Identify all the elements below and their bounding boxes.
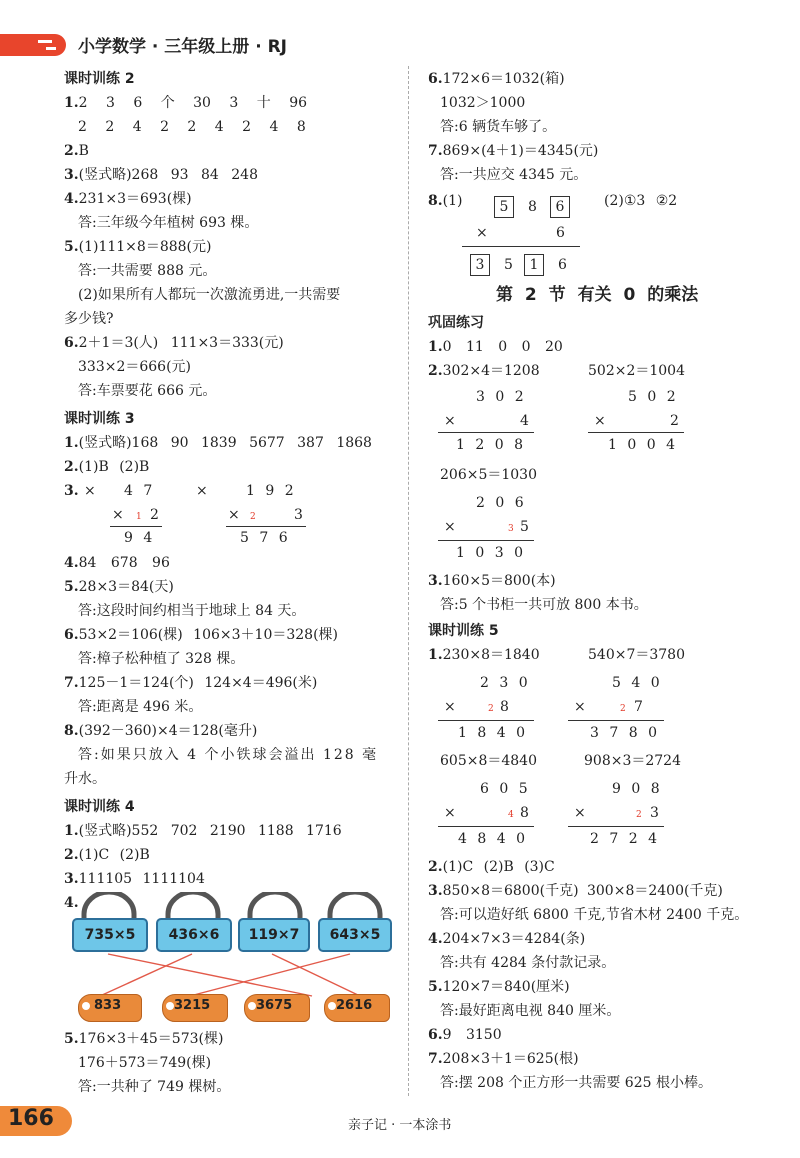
calc-times-sign: × [444, 519, 456, 535]
calc-times-sign: × [574, 699, 586, 715]
answer-line: 3.160×5＝800(本) [428, 573, 556, 589]
answer-line: 5.120×7＝840(厘米) [428, 979, 570, 995]
lock-label: 119×7 [238, 918, 310, 952]
answer-line: (2)①3 ②2 [604, 193, 678, 209]
answer-line: 3.(竖式略)268 93 84 248 [64, 167, 258, 183]
calc-result: 4 8 4 0 [458, 831, 525, 847]
key-1 [78, 994, 140, 1020]
answer-line: 2.302×4＝1208 [428, 363, 540, 379]
calc-line [438, 432, 534, 433]
key-label: 3675 [256, 998, 293, 1013]
answer-line: 答:最好距离电视 840 厘米。 [440, 1003, 621, 1019]
calc-result: 2 7 2 4 [590, 831, 657, 847]
calc-carry: 2 [620, 704, 626, 714]
calc-times-sign: × [228, 507, 240, 523]
answer-line: 3. [64, 483, 79, 499]
answer-line: 答:三年级今年植树 693 棵。 [78, 215, 259, 231]
answer-line: 2.(1)C (2)B [64, 847, 150, 863]
calc-multiplicand: 6 0 5 [480, 781, 528, 797]
answer-line: 4.204×7×3＝4284(条) [428, 931, 586, 947]
section-title: 课时训练 3 [64, 411, 135, 427]
key-3 [244, 994, 308, 1020]
answer-line: 605×8＝4840 [440, 753, 537, 769]
calc-line [438, 826, 534, 827]
answer-line: 2.(1)B (2)B [64, 459, 150, 475]
answer-line: 多少钱? [64, 311, 114, 327]
key-4 [324, 994, 388, 1020]
answer-line: 6.2＋1＝3(人) 111×3＝333(元) [64, 335, 284, 351]
answer-line: 答:如果只放入 4 个小铁球会溢出 128 毫 [78, 747, 379, 763]
section-title: 巩固练习 [428, 315, 484, 331]
calc-times-sign: × [594, 413, 606, 429]
wrong-mark: × [84, 483, 96, 499]
calc-carry: 2 [250, 512, 256, 522]
lock-3 [238, 892, 312, 970]
calc-line [568, 826, 664, 827]
lock-1 [72, 892, 146, 970]
calc-multiplier: 5 [520, 519, 529, 535]
calc-result: 3 7 8 0 [590, 725, 657, 741]
calc-result: 5 7 6 [240, 530, 288, 546]
section-title: 课时训练 5 [428, 623, 499, 639]
calc-multiplier: 7 [634, 699, 643, 715]
answer-line: 答:共有 4284 条付款记录。 [440, 955, 616, 971]
answer-line: 333×2＝666(元) [78, 359, 192, 375]
answer-line: 7.869×(4＋1)＝4345(元) [428, 143, 599, 159]
section-title: 课时训练 2 [64, 71, 135, 87]
answer-line: 4. [64, 895, 79, 911]
answer-line: 答:6 辆货车够了。 [440, 119, 557, 135]
calc-times-sign: × [574, 805, 586, 821]
answer-line: 1032＞1000 [440, 95, 526, 111]
header-accent-bar [0, 34, 66, 56]
column-divider [408, 66, 409, 1096]
calc-multiplicand: 5 0 2 [628, 389, 676, 405]
footer-brand: 亲子记 · 一本涂书 [348, 1118, 452, 1133]
calc-line [438, 720, 534, 721]
answer-line: 答:一共需要 888 元。 [78, 263, 217, 279]
section-heading: 第 2 节 有关 0 的乘法 [496, 285, 699, 305]
header-title: 小学数学 · 三年级上册 · RJ [78, 37, 288, 57]
answer-line: (2)如果所有人都玩一次激流勇进,一共需要 [78, 287, 341, 303]
header-accent-dash [46, 47, 56, 50]
answer-line: 5.(1)111×8＝888(元) [64, 239, 212, 255]
lock-label: 436×6 [156, 918, 232, 952]
calc-multiplier: 6 [556, 225, 565, 241]
answer-line: 2.B [64, 143, 89, 159]
page-number: 166 [8, 1106, 54, 1131]
calc-times-sign: × [112, 507, 124, 523]
calc-multiplicand: 2 3 0 [480, 675, 528, 691]
answer-line: 答:可以造好纸 6800 千克,节省木材 2400 千克。 [440, 907, 749, 923]
calc-multiplier: 3 [650, 805, 659, 821]
answer-line: 1.(竖式略)168 90 1839 5677 387 1868 [64, 435, 372, 451]
calc-multiplier: 2 [150, 507, 159, 523]
lock-label: 643×5 [318, 918, 392, 952]
answer-line: 答:摆 208 个正方形一共需要 625 根小棒。 [440, 1075, 712, 1091]
section-title: 课时训练 4 [64, 799, 135, 815]
answer-line: 8.(1) [428, 193, 463, 209]
answer-box: 5 [494, 196, 514, 218]
calc-multiplier: 8 [520, 805, 529, 821]
calc-multiplicand: 5 4 0 [612, 675, 660, 691]
answer-line: 答:一共种了 749 棵树。 [78, 1079, 231, 1095]
answer-line: 5.28×3＝84(天) [64, 579, 174, 595]
calc-line [226, 526, 306, 527]
calc-carry: 4 [508, 810, 514, 820]
answer-line: 206×5＝1030 [440, 467, 537, 483]
calc-multiplier: 8 [500, 699, 509, 715]
calc-result: 1 0 3 0 [456, 545, 523, 561]
key-label: 833 [94, 998, 122, 1013]
header-accent-dash [38, 40, 52, 43]
key-label: 2616 [336, 998, 373, 1013]
answer-box: 6 [550, 196, 570, 218]
answer-line: 3.850×8＝6800(千克) 300×8＝2400(千克) [428, 883, 723, 899]
answer-line: 答:距离是 496 米。 [78, 699, 203, 715]
calc-times-sign: × [444, 805, 456, 821]
answer-line: 1.2 3 6 个 30 3 十 96 [64, 95, 308, 111]
key-label: 3215 [174, 998, 211, 1013]
answer-line: 502×2＝1004 [588, 363, 685, 379]
answer-line: 6.172×6＝1032(箱) [428, 71, 565, 87]
calc-carry: 2 [636, 810, 642, 820]
calc-line [588, 432, 684, 433]
calc-multiplicand: 9 0 8 [612, 781, 660, 797]
calc-digit: 8 [528, 199, 537, 215]
answer-line: 1.230×8＝1840 [428, 647, 540, 663]
key-2 [162, 994, 226, 1020]
answer-line: 2 2 4 2 2 4 2 4 8 [78, 119, 306, 135]
calc-line [438, 540, 534, 541]
answer-line: 答:5 个书柜一共可放 800 本书。 [440, 597, 648, 613]
lock-label: 735×5 [72, 918, 148, 952]
calc-line [568, 720, 664, 721]
calc-result: 1 0 0 4 [608, 437, 675, 453]
calc-multiplier: 4 [520, 413, 529, 429]
calc-times-sign: × [476, 225, 488, 241]
answer-line: 8.(392－360)×4＝128(毫升) [64, 723, 258, 739]
lock-4 [318, 892, 392, 970]
calc-digit: 6 [558, 257, 567, 273]
calc-multiplicand: 4 7 [124, 483, 153, 499]
answer-line: 答:一共应交 4345 元。 [440, 167, 588, 183]
calc-multiplier: 2 [670, 413, 679, 429]
answer-line: 1.(竖式略)552 702 2190 1188 1716 [64, 823, 342, 839]
calc-result: 9 4 [124, 530, 153, 546]
answer-line: 1.0 11 0 0 20 [428, 339, 563, 355]
calc-result: 1 8 4 0 [458, 725, 525, 741]
calc-multiplier: 3 [294, 507, 303, 523]
answer-line: 答:车票要花 666 元。 [78, 383, 217, 399]
answer-line: 540×7＝3780 [588, 647, 685, 663]
calc-multiplicand: 1 9 2 [246, 483, 294, 499]
calc-multiplicand: 3 0 2 [476, 389, 524, 405]
calc-result: 1 2 0 8 [456, 437, 523, 453]
answer-line: 176＋573＝749(棵) [78, 1055, 212, 1071]
answer-line: 6.9 3150 [428, 1027, 502, 1043]
answer-line: 6.53×2＝106(棵) 106×3＋10＝328(棵) [64, 627, 338, 643]
answer-line: 升水。 [64, 771, 106, 787]
answer-line: 答:这段时间约相当于地球上 84 天。 [78, 603, 306, 619]
wrong-mark: × [196, 483, 208, 499]
answer-line: 5.176×3＋45＝573(棵) [64, 1031, 224, 1047]
answer-line: 2.(1)C (2)B (3)C [428, 859, 555, 875]
calc-carry: 2 [488, 704, 494, 714]
calc-times-sign: × [444, 699, 456, 715]
calc-line [462, 246, 580, 247]
answer-box: 1 [524, 254, 544, 276]
calc-digit: 5 [504, 257, 513, 273]
calc-carry: 1 [136, 512, 142, 522]
calc-times-sign: × [444, 413, 456, 429]
answer-line: 4.84 678 96 [64, 555, 170, 571]
answer-box: 3 [470, 254, 490, 276]
calc-multiplicand: 2 0 6 [476, 495, 524, 511]
lock-2 [156, 892, 230, 970]
answer-line: 答:樟子松种植了 328 棵。 [78, 651, 245, 667]
answer-line: 908×3＝2724 [584, 753, 681, 769]
answer-line: 4.231×3＝693(棵) [64, 191, 192, 207]
answer-line: 3.111105 1111104 [64, 871, 205, 887]
calc-carry: 3 [508, 524, 514, 534]
calc-line [110, 526, 162, 527]
answer-line: 7.125－1＝124(个) 124×4＝496(米) [64, 675, 318, 691]
answer-line: 7.208×3＋1＝625(根) [428, 1051, 579, 1067]
